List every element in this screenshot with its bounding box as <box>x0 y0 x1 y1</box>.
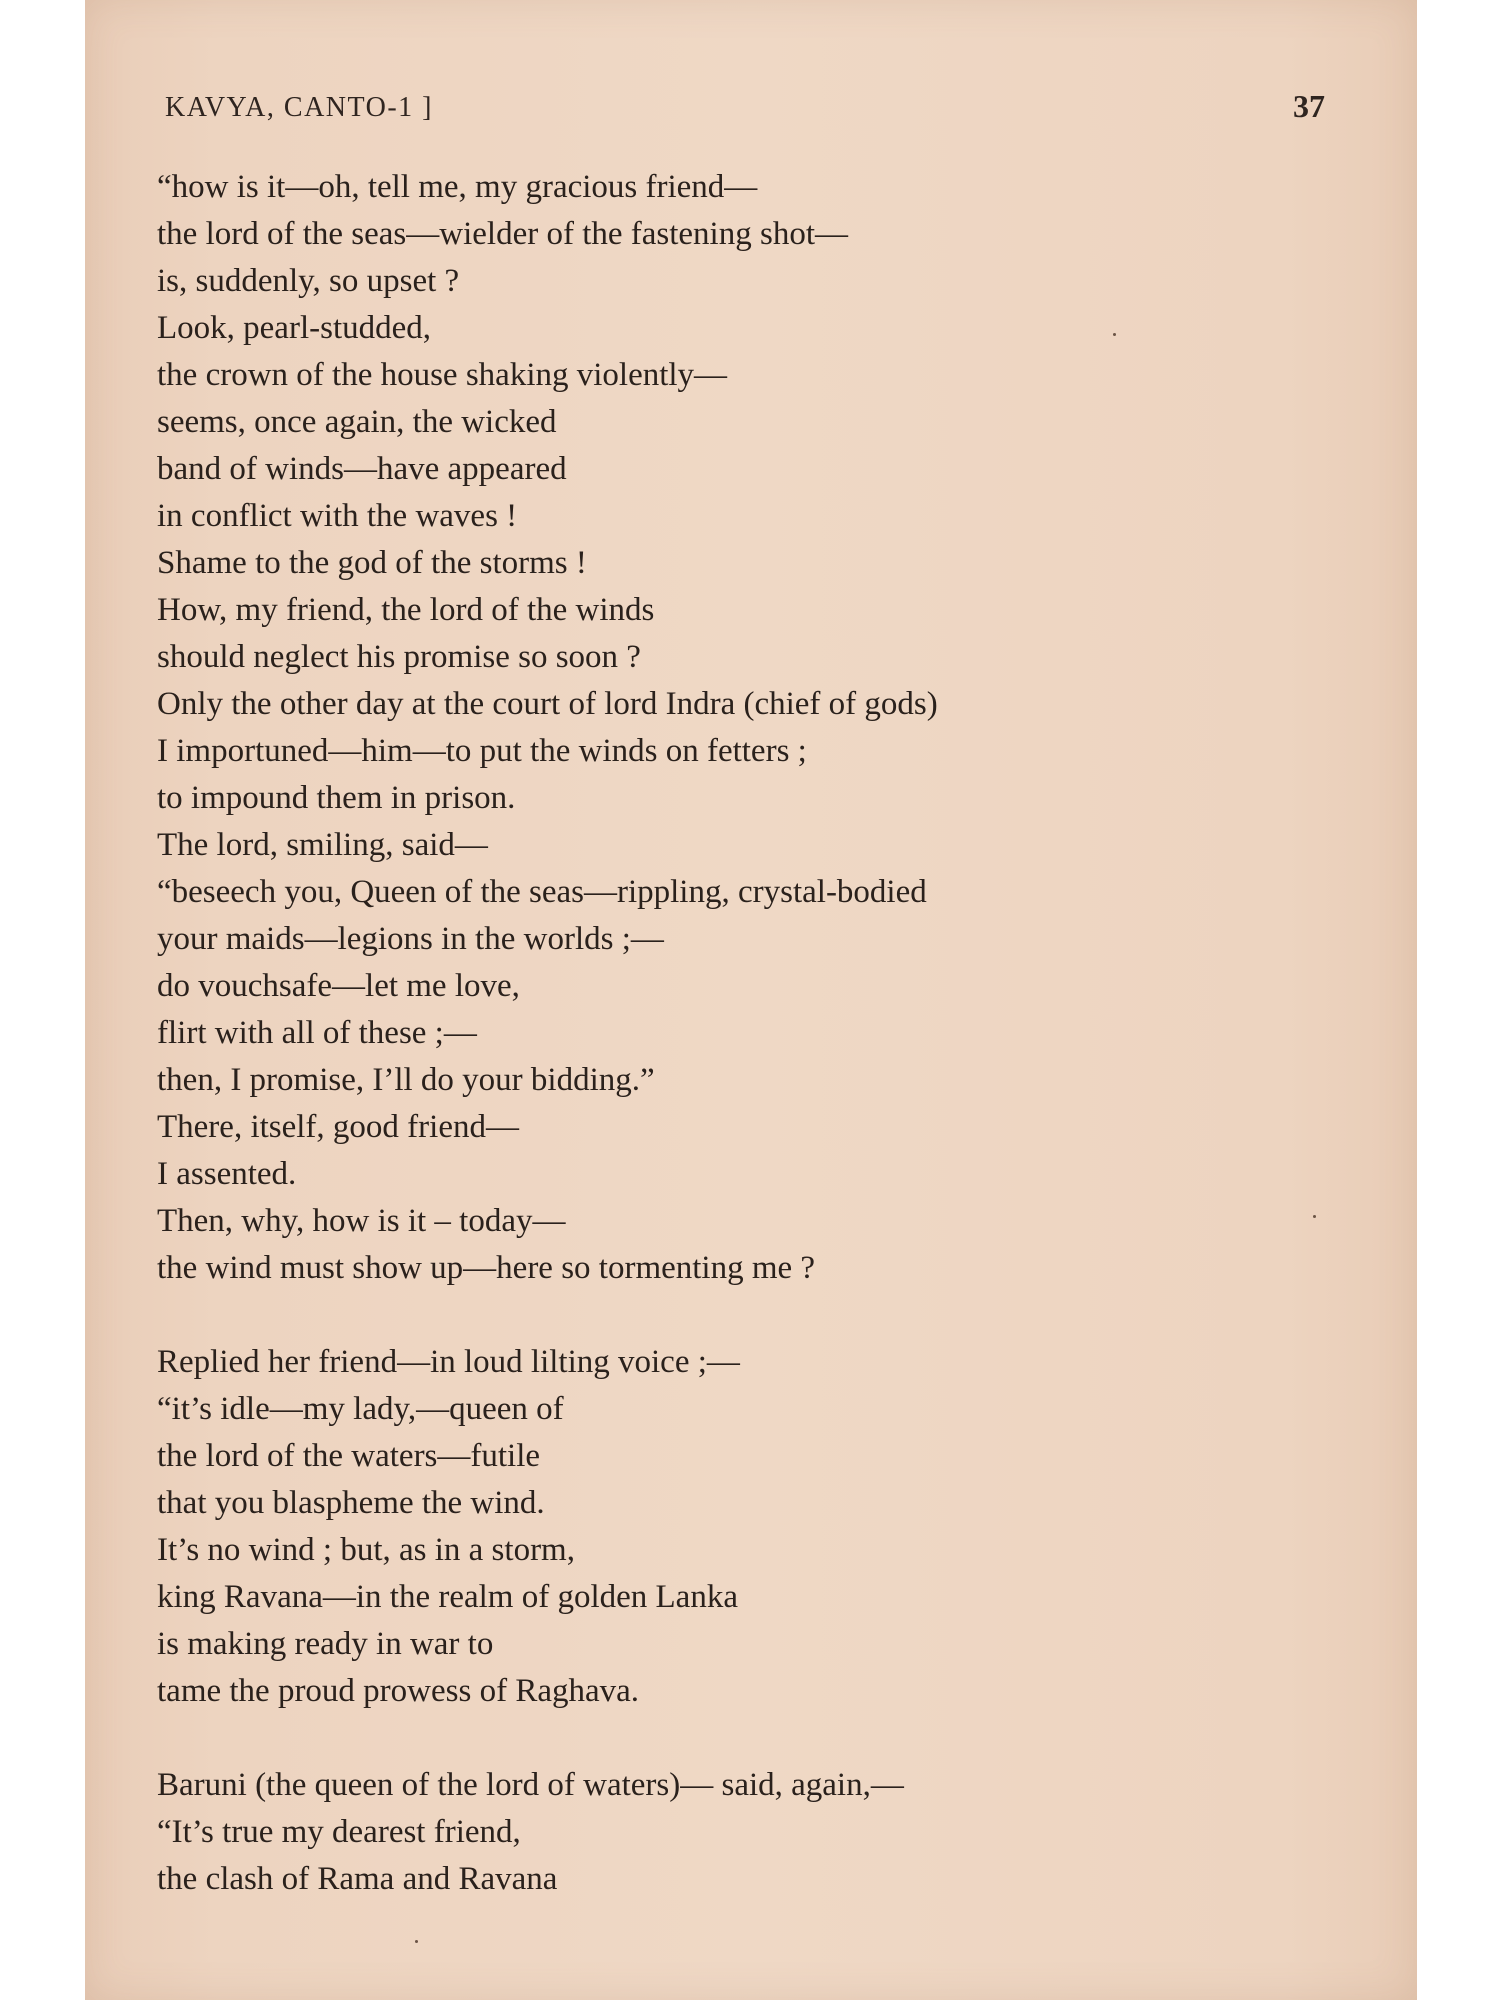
verse-line: The lord, smiling, said— <box>157 827 488 863</box>
verse-line: “how is it—oh, tell me, my gracious friend— <box>157 169 758 205</box>
page-number: 37 <box>1293 88 1325 124</box>
verse-line: tame the proud prowess of Raghava. <box>157 1673 640 1709</box>
verse-line: I importuned—him—to put the winds on fetters ; <box>157 733 807 769</box>
verse-line: How, my friend, the lord of the winds <box>157 592 655 628</box>
verse-line: flirt with all of these ;— <box>157 1015 477 1051</box>
verse-line: “beseech you, Queen of the seas—rippling, crystal-bodied <box>157 874 927 910</box>
verse-line: the crown of the house shaking violently— <box>157 357 728 393</box>
verse-line: then, I promise, I’ll do your bidding.” <box>157 1062 655 1098</box>
paper-speck <box>415 1940 418 1943</box>
paper-speck <box>1113 333 1116 336</box>
verse-line: the lord of the waters—futile <box>157 1438 541 1474</box>
verse-line: It’s no wind ; but, as in a storm, <box>157 1532 575 1568</box>
paper-speck <box>1313 1215 1316 1218</box>
verse-line: “It’s true my dearest friend, <box>157 1814 521 1850</box>
verse-line: band of winds—have appeared <box>157 451 567 487</box>
verse-line: Shame to the god of the storms ! <box>157 545 587 581</box>
verse-line: the lord of the seas—wielder of the fastening shot— <box>157 216 848 252</box>
verse-line: There, itself, good friend— <box>157 1109 519 1145</box>
verse-line: “it’s idle—my lady,—queen of <box>157 1391 564 1427</box>
book-page <box>85 0 1417 2000</box>
verse-line: Only the other day at the court of lord Indra (chief of gods) <box>157 686 938 722</box>
verse-line: the clash of Rama and Ravana <box>157 1861 558 1897</box>
verse-line: to impound them in prison. <box>157 780 516 816</box>
verse-line: seems, once again, the wicked <box>157 404 557 440</box>
stanza-break <box>157 1715 1357 1762</box>
verse-line: king Ravana—in the realm of golden Lanka <box>157 1579 738 1615</box>
verse-line: is making ready in war to <box>157 1626 494 1662</box>
verse-line: that you blaspheme the wind. <box>157 1485 545 1521</box>
verse-line: in conflict with the waves ! <box>157 498 518 534</box>
stanza-break <box>157 1292 1357 1339</box>
verse-line: do vouchsafe—let me love, <box>157 968 520 1004</box>
page-header <box>165 88 1325 138</box>
verse-line: your maids—legions in the worlds ;— <box>157 921 664 957</box>
poem-body <box>157 164 1357 1903</box>
running-head: KAVYA, CANTO-1 ] <box>165 92 433 123</box>
verse-line: Then, why, how is it – today— <box>157 1203 566 1239</box>
verse-line: Baruni (the queen of the lord of waters)— said, again,— <box>157 1767 904 1803</box>
verse-line: I assented. <box>157 1156 297 1192</box>
verse-line: should neglect his promise so soon ? <box>157 639 641 675</box>
verse-line: the wind must show up—here so tormenting me ? <box>157 1250 816 1286</box>
verse-line: Look, pearl-studded, <box>157 310 432 346</box>
verse-line: is, suddenly, so upset ? <box>157 263 460 299</box>
verse-line: Replied her friend—in loud lilting voice ;— <box>157 1344 740 1380</box>
